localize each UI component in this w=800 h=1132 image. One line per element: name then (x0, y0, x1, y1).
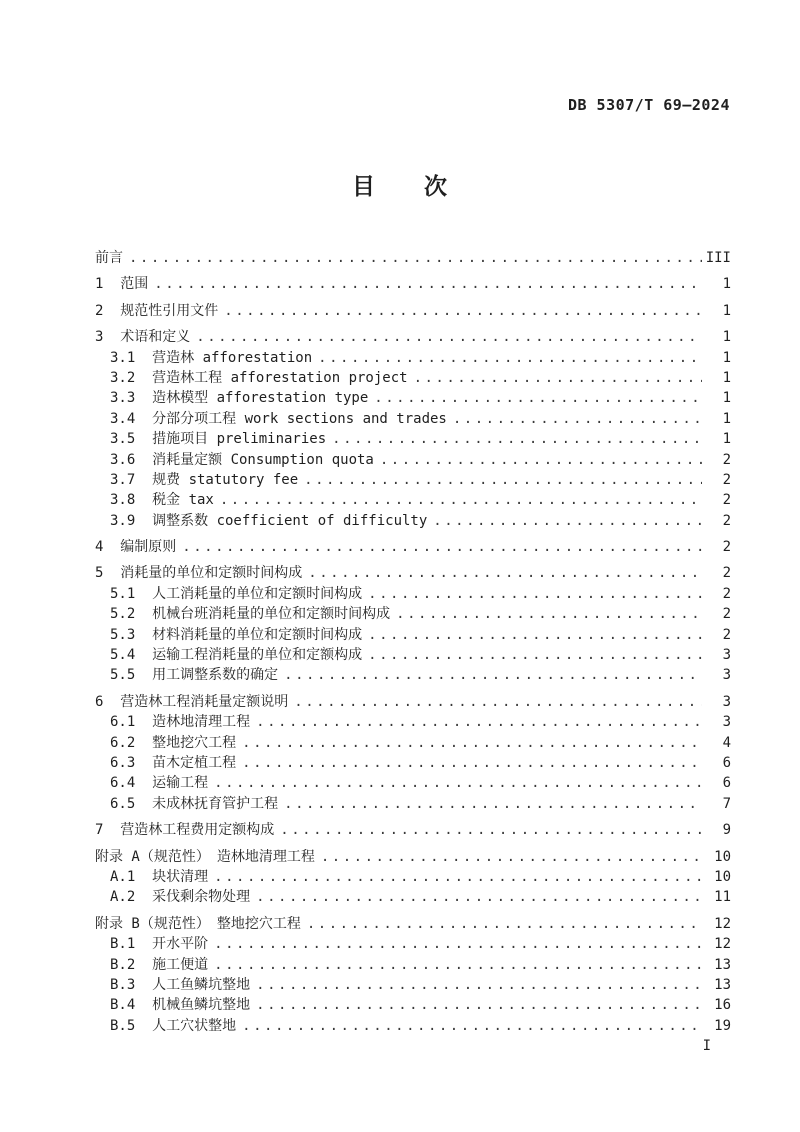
toc-entry-label: A.1 块状清理 (110, 868, 209, 885)
toc-entry (95, 274, 731, 294)
toc-entry (95, 511, 731, 531)
dot-leader (256, 712, 702, 732)
toc-entry-page: 2 (722, 565, 731, 582)
toc-entry (95, 665, 731, 685)
toc-entry-label: 6 营造林工程消耗量定额说明 (95, 693, 289, 710)
toc-entry-page: 1 (722, 390, 731, 407)
toc-entry-label: B.3 人工鱼鳞坑整地 (110, 976, 251, 993)
toc-entry (95, 450, 731, 470)
toc-entry-page: 13 (714, 976, 731, 993)
dot-leader (396, 604, 702, 624)
toc-entry (95, 934, 731, 954)
toc-entry-label: 3.1 营造林 afforestation (110, 349, 313, 366)
dot-leader (196, 327, 702, 347)
toc-entry-page: 19 (714, 1017, 731, 1034)
dot-leader (182, 537, 702, 557)
toc-entry-page: 16 (714, 997, 731, 1014)
toc-entry (95, 470, 731, 490)
toc-entry (95, 712, 731, 732)
toc-entry-page: 1 (722, 369, 731, 386)
dot-leader (414, 368, 702, 388)
toc-entry-label: 6.5 未成林抚育管护工程 (110, 795, 279, 812)
toc-entry-page: 1 (722, 302, 731, 319)
dot-leader (214, 934, 702, 954)
toc-entry (95, 409, 731, 429)
toc-entry-page: 1 (722, 349, 731, 366)
toc-entry-page: 3 (722, 667, 731, 684)
toc-entry-label: 5.5 用工调整系数的确定 (110, 667, 279, 684)
dot-leader (304, 470, 702, 490)
toc-entry (95, 301, 731, 321)
toc-entry-page: 3 (722, 647, 731, 664)
dot-leader (368, 584, 702, 604)
toc-entry-page: 13 (714, 956, 731, 973)
dot-leader (368, 625, 702, 645)
toc-entry (95, 537, 731, 557)
dot-leader (214, 955, 702, 975)
toc-entry (95, 867, 731, 887)
toc-entry-page: 2 (722, 539, 731, 556)
toc-entry-page: 7 (722, 795, 731, 812)
toc-entry-label: 3.2 营造林工程 afforestation project (110, 369, 408, 386)
toc-entry-label: 5.2 机械台班消耗量的单位和定额时间构成 (110, 606, 391, 623)
toc-entry (95, 1016, 731, 1036)
toc-entry-label: 5.3 材料消耗量的单位和定额时间构成 (110, 626, 363, 643)
toc-entry-label: 3 术语和定义 (95, 329, 191, 346)
toc-entry-page: 6 (722, 754, 731, 771)
toc-entry-page: 2 (722, 606, 731, 623)
toc-entry-label: 6.2 整地挖穴工程 (110, 734, 237, 751)
toc-entry-label: 3.3 造林模型 afforestation type (110, 390, 369, 407)
dot-leader (214, 773, 702, 793)
toc-entry-label: B.2 施工便道 (110, 956, 209, 973)
toc-entry-label: 附录 A（规范性） 造林地清理工程 (95, 848, 315, 865)
toc-entry-label: 前言 (95, 250, 123, 266)
dot-leader (332, 429, 702, 449)
toc-entry (95, 248, 731, 268)
toc-entry (95, 604, 731, 624)
toc-entry (95, 733, 731, 753)
toc-entry-label: 1 范围 (95, 276, 149, 293)
dot-leader (220, 490, 702, 510)
dot-leader (280, 820, 702, 840)
toc-entry (95, 368, 731, 388)
dot-leader (380, 450, 702, 470)
toc-entry (95, 563, 731, 583)
page-title: 目 次 (352, 174, 448, 200)
toc-entry-page: 6 (722, 775, 731, 792)
dot-leader (374, 388, 702, 408)
toc-entry-page: III (705, 250, 731, 266)
dot-leader (242, 753, 702, 773)
toc-entry-page: 9 (722, 822, 731, 839)
toc-entry (95, 645, 731, 665)
toc-entry-page: 2 (722, 585, 731, 602)
dot-leader (256, 975, 702, 995)
toc-entry (95, 584, 731, 604)
toc-entry-label: 3.5 措施项目 preliminaries (110, 431, 327, 448)
toc-entry-label: 3.8 税金 tax (110, 492, 214, 509)
page-number: I (702, 1038, 711, 1054)
dot-leader (368, 645, 702, 665)
toc-entry (95, 490, 731, 510)
toc-entry-page: 2 (722, 492, 731, 509)
toc-entry-page: 1 (722, 410, 731, 427)
dot-leader (318, 348, 702, 368)
toc-entry-page: 1 (722, 329, 731, 346)
toc-entry-page: 2 (722, 451, 731, 468)
dot-leader (307, 914, 702, 934)
toc-entry-label: B.4 机械鱼鳞坑整地 (110, 997, 251, 1014)
toc-entry-label: 5.4 运输工程消耗量的单位和定额构成 (110, 647, 363, 664)
toc-entry-page: 10 (714, 848, 731, 865)
toc-entry (95, 794, 731, 814)
toc-entry-label: 3.7 规费 statutory fee (110, 471, 299, 488)
dot-leader (214, 867, 702, 887)
toc-entry-page: 10 (714, 868, 731, 885)
toc-entry (95, 692, 731, 712)
dot-leader (256, 887, 702, 907)
toc-entry-label: 3.9 调整系数 coefficient of difficulty (110, 512, 428, 529)
toc-entry-label: B.1 开水平阶 (110, 936, 209, 953)
toc-entry-label: 6.4 运输工程 (110, 775, 209, 792)
dot-leader (242, 1016, 702, 1036)
toc-entry-page: 2 (722, 626, 731, 643)
toc-entry-label: 3.6 消耗量定额 Consumption quota (110, 451, 374, 468)
toc-entry-label: 6.3 苗木定植工程 (110, 754, 237, 771)
toc-entry-page: 2 (722, 512, 731, 529)
toc-entry-label: 5 消耗量的单位和定额时间构成 (95, 565, 303, 582)
dot-leader (453, 409, 702, 429)
toc-entry (95, 847, 731, 867)
toc-entry (95, 955, 731, 975)
toc-entry-label: 2 规范性引用文件 (95, 302, 219, 319)
dot-leader (284, 665, 702, 685)
toc-entry (95, 753, 731, 773)
toc-entry (95, 388, 731, 408)
toc-entry-page: 1 (722, 431, 731, 448)
dot-leader (433, 511, 702, 531)
dot-leader (154, 274, 702, 294)
toc-entry (95, 887, 731, 907)
dot-leader (242, 733, 702, 753)
toc-entry-label: 附录 B（规范性） 整地挖穴工程 (95, 915, 301, 932)
standard-code: DB 5307/T 69—2024 (567, 96, 730, 114)
toc-entry-page: 12 (714, 936, 731, 953)
dot-leader (129, 248, 702, 268)
toc-entry-page: 11 (714, 889, 731, 906)
toc-list (95, 242, 731, 1036)
toc-entry (95, 327, 731, 347)
toc-entry-label: 5.1 人工消耗量的单位和定额时间构成 (110, 585, 363, 602)
toc-entry (95, 348, 731, 368)
toc-entry-page: 4 (722, 734, 731, 751)
dot-leader (308, 563, 702, 583)
dot-leader (256, 995, 702, 1015)
toc-entry-page: 3 (722, 693, 731, 710)
dot-leader (224, 301, 702, 321)
toc-entry-page: 12 (714, 915, 731, 932)
dot-leader (294, 692, 702, 712)
toc-entry-page: 1 (722, 276, 731, 293)
dot-leader (321, 847, 702, 867)
toc-entry-label: 6.1 造林地清理工程 (110, 714, 251, 731)
toc-entry (95, 429, 731, 449)
toc-entry (95, 914, 731, 934)
toc-entry (95, 820, 731, 840)
toc-entry-page: 2 (722, 471, 731, 488)
toc-entry-label: A.2 采伐剩余物处理 (110, 889, 251, 906)
toc-entry (95, 625, 731, 645)
toc-entry-label: B.5 人工穴状整地 (110, 1017, 237, 1034)
dot-leader (284, 794, 702, 814)
toc-entry (95, 975, 731, 995)
toc-entry (95, 995, 731, 1015)
toc-entry-label: 7 营造林工程费用定额构成 (95, 822, 275, 839)
toc-entry-page: 3 (722, 714, 731, 731)
toc-entry-label: 3.4 分部分项工程 work sections and trades (110, 410, 447, 427)
toc-entry-label: 4 编制原则 (95, 539, 177, 556)
toc-entry (95, 773, 731, 793)
